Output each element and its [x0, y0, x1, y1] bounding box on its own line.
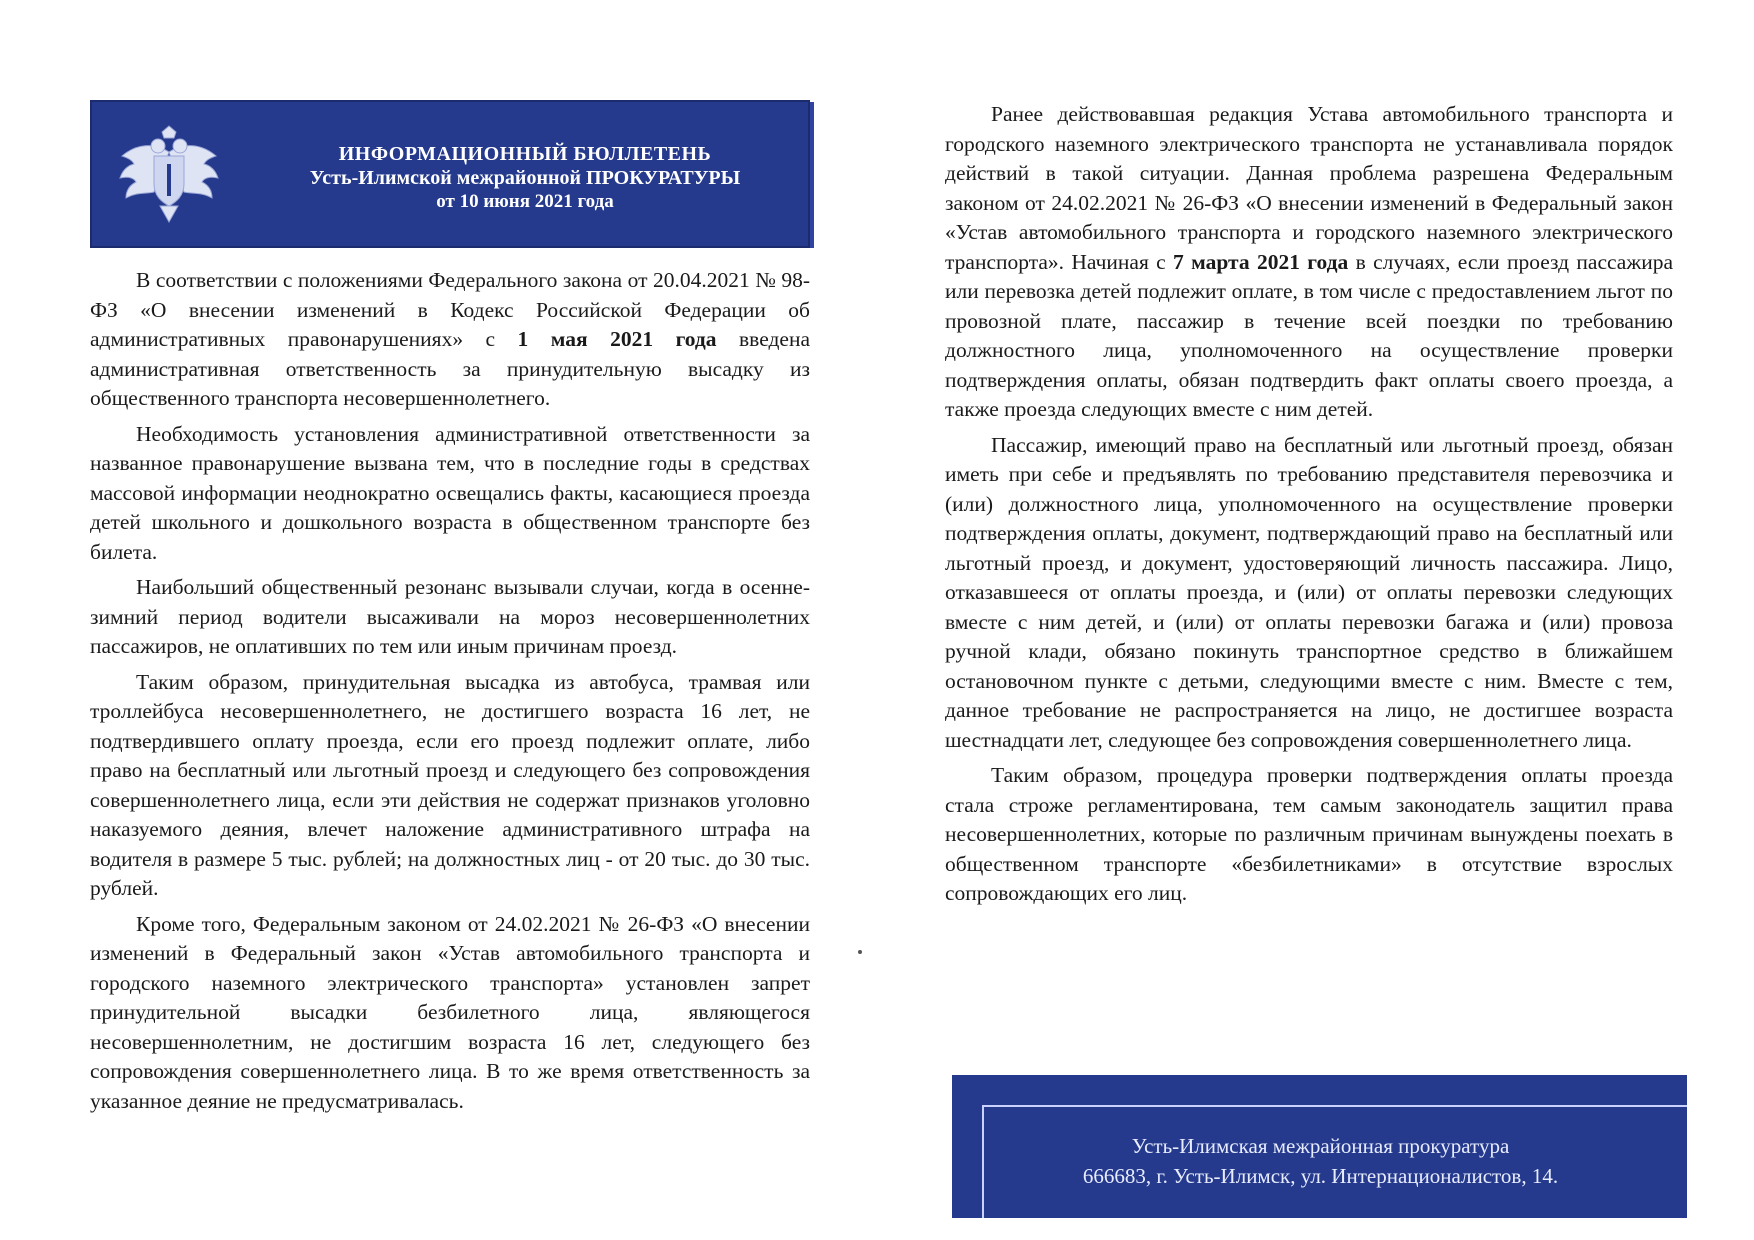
paragraph: Кроме того, Федеральным законом от 24.02.2021 № 26-ФЗ «О внесении изменений в Федеральный закон «Устав автомобильного транспорта и городского наземного электрического транспорта» установлен запрет принудительной высадки безбилетного лица, являющегося несовершеннолетним, не достигшим возраста 16 лет, следующего без сопровождения совершеннолетнего лица. В то же время ответственность за указанное деяние не предусматривалась.: [90, 911, 810, 1113]
paragraph-text: введена административная ответственность за принудительную высадку из общественного транспорта несовершеннолетнего.: [90, 327, 810, 410]
header-banner: [90, 100, 810, 248]
bulletin-issuer: Усть-Илимской межрайонной ПРОКУРАТУРЫ: [309, 167, 741, 189]
bulletin-title: ИНФОРМАЦИОННЫЙ БЮЛЛЕТЕНЬ: [338, 143, 712, 165]
scan-speck: [858, 950, 862, 954]
right-article: [945, 100, 1673, 909]
paragraph: Пассажир, имеющий право на бесплатный или льготный проезд, обязан иметь при себе и предъявлять по требованию представителя перевозчика и (или) должностного лица, уполномоченного на осуществление проверки подтверждения оплаты, документ, подтверждающий право на бесплатный или льготный проезд, и документ, удостоверяющий личность пассажира. Лицо, отказавшееся от оплаты проезда, и (или) от оплаты перевозки следующих вместе с ним детей, и (или) от оплаты перевозки багажа и (или) провоза ручной клади, обязано покинуть транспортное средство в ближайшем остановочном пункте с детьми, следующими вместе с ним. Вместе с тем, данное требование не распространяется на лицо, не достигшее возраста шестнадцати лет, следующее без сопровождения совершеннолетнего лица.: [945, 432, 1673, 752]
paragraph-text: Ранее действовавшая редакция Устава автомобильного транспорта и городского наземного электрического транспорта не устанавливала порядок действий в такой ситуации. Данная проблема разрешена Федеральным законом от 24.02.2021 № 26-ФЗ «О внесении изменений в Федеральный закон «Устав автомобильного транспорта и городского наземного электрического транспорта». Начиная с: [945, 102, 1673, 274]
paragraph: Таким образом, процедура проверки подтверждения оплаты проезда стала строже регламентирована, тем самым законодатель защитил права несовершеннолетних, которые по различным причинам вынуждены поехать в общественном транспорте «безбилетниками» в отсутствие взрослых сопровождающих его лиц.: [945, 763, 1673, 905]
header-title: [262, 142, 788, 214]
paragraph: Таким образом, принудительная высадка из автобуса, трамвая или троллейбуса несовершеннолетнего, не достигшего возраста 16 лет, не подтвердившего оплату проезда, если его проезд подлежит оплате, либо право на бесплатный или льготный проезд и следующего без сопровождения совершеннолетнего лица, если эти действия не содержат признаков уголовно наказуемого деяния, влечет наложение административного штрафа на водителя в размере 5 тыс. рублей; на должностных лиц - от 20 тыс. до 30 тыс. рублей.: [90, 669, 810, 900]
paragraph-text: в случаях, если проезд пассажира или перевозка детей подлежит оплате, в том числе с предоставлением льгот по провозной плате, пассажир в течение всей поездки по требованию должностного лица, уполномоченного на осуществление проверки подтверждения оплаты, обязан подтвердить факт оплаты своего проезда, а также проезда следующих вместе с ним детей.: [945, 249, 1674, 421]
prosecutor-eagle-emblem-icon: [114, 122, 224, 230]
footer-banner: [952, 1075, 1687, 1218]
paragraph: [945, 100, 1673, 425]
footer-frame: [982, 1105, 1687, 1218]
bulletin-date: от 10 июня 2021 года: [436, 191, 614, 212]
footer-address: [984, 1131, 1657, 1191]
bold-date: 7 марта 2021 года: [1173, 249, 1349, 274]
bold-date: 1 мая 2021 года: [517, 327, 717, 351]
paragraph: Наибольший общественный резонанс вызывали случаи, когда в осенне-зимний период водители высаживали на мороз несовершеннолетних пассажиров, не оплативших по тем или иным причинам проезд.: [90, 575, 810, 658]
paragraph-text: В соответствии с положениями Федерального закона от 20.04.2021 № 98-ФЗ «О внесении изменений в Кодекс Российской Федерации об административных правонарушениях» с: [90, 268, 810, 351]
left-article: [90, 266, 810, 1116]
paragraph: Необходимость установления административной ответственности за названное правонарушение вызвана тем, что в последние годы в средствах массовой информации неоднократно освещались факты, касающиеся проезда детей школьного и дошкольного возраста в общественном транспорте без билета.: [90, 421, 810, 564]
footer-address-line: 666683, г. Усть-Илимск, ул. Интернационалистов, 14.: [1082, 1164, 1559, 1188]
left-page: [90, 100, 810, 1122]
footer-org-name: Усть-Илимская межрайонная прокуратура: [1131, 1134, 1510, 1158]
paragraph: [90, 266, 810, 414]
right-page: [945, 100, 1673, 915]
